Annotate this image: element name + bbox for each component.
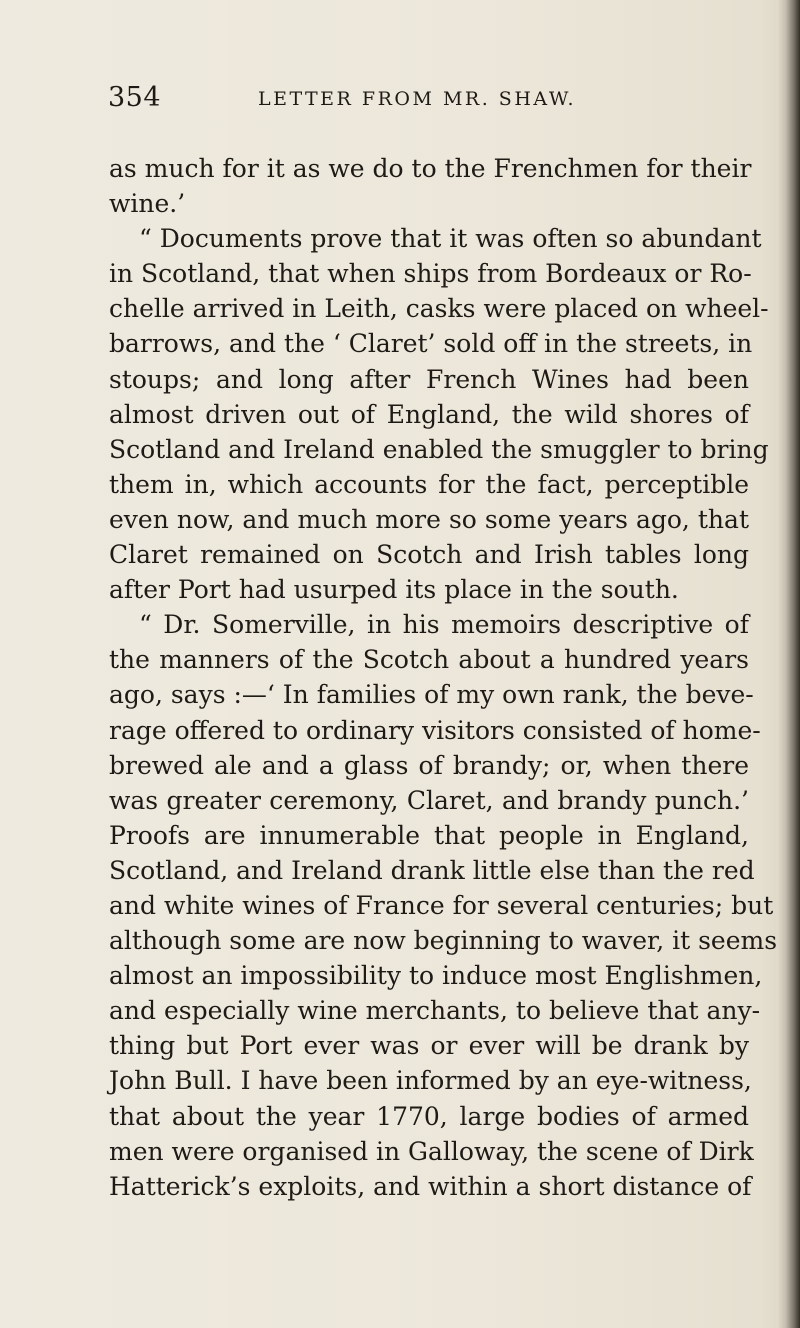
text-line: Scotland, and Ireland drank little else than the red	[109, 855, 755, 885]
text-line: Scotland and Ireland enabled the smuggler to bring	[109, 434, 769, 464]
text-line: Proofs are innumerable that people in England,	[109, 820, 749, 850]
text-line: almost an impossibility to induce most Englishmen,	[109, 961, 763, 991]
text-line: wine.’	[109, 189, 186, 219]
page-header	[108, 82, 708, 122]
body-text	[109, 151, 778, 1204]
text-line: “ Dr. Somerville, in his memoirs descriptive of	[139, 610, 749, 640]
text-line: ago, says :—‘ In families of my own rank, the beve-	[109, 680, 754, 710]
text-line: barrows, and the ‘ Claret’ sold off in the streets, in	[109, 329, 753, 359]
text-line: stoups; and long after French Wines had been	[109, 364, 749, 394]
text-line: after Port had usurped its place in the south.	[109, 575, 679, 605]
text-line: and especially wine merchants, to believe that any-	[109, 996, 761, 1026]
text-line: that about the year 1770, large bodies of armed	[109, 1101, 749, 1131]
text-line: almost driven out of England, the wild shores of	[109, 399, 749, 429]
text-line: in Scotland, that when ships from Bordeaux or Ro-	[109, 259, 752, 289]
text-line: although some are now beginning to waver, it seems	[109, 926, 778, 956]
text-line: the manners of the Scotch about a hundred years	[109, 645, 749, 675]
running-head: LETTER FROM MR. SHAW.	[258, 88, 577, 110]
text-line: even now, and much more so some years ago, that	[109, 504, 749, 534]
text-line: and white wines of France for several centuries; but	[109, 890, 774, 920]
text-line: chelle arrived in Leith, casks were placed on wheel-	[109, 294, 769, 324]
text-line: “ Documents prove that it was often so abundant	[139, 224, 762, 254]
text-line: rage offered to ordinary visitors consisted of home-	[109, 715, 761, 745]
text-line: men were organised in Galloway, the scene of Dirk	[109, 1136, 754, 1166]
text-line: was greater ceremony, Claret, and brandy punch.’	[109, 785, 749, 815]
text-line: brewed ale and a glass of brandy; or, when there	[109, 750, 749, 780]
text-line: John Bull. I have been informed by an eye-witness,	[109, 1066, 752, 1096]
page-gutter-shadow	[778, 0, 800, 1328]
text-line: them in, which accounts for the fact, perceptible	[109, 469, 749, 499]
text-line: Hatterick’s exploits, and within a short distance of	[109, 1171, 752, 1201]
text-line: as much for it as we do to the Frenchmen for their	[109, 154, 752, 183]
page-number: 354	[108, 82, 162, 113]
text-line: thing but Port ever was or ever will be drank by	[109, 1031, 749, 1061]
text-line: Claret remained on Scotch and Irish tables long	[109, 540, 749, 570]
